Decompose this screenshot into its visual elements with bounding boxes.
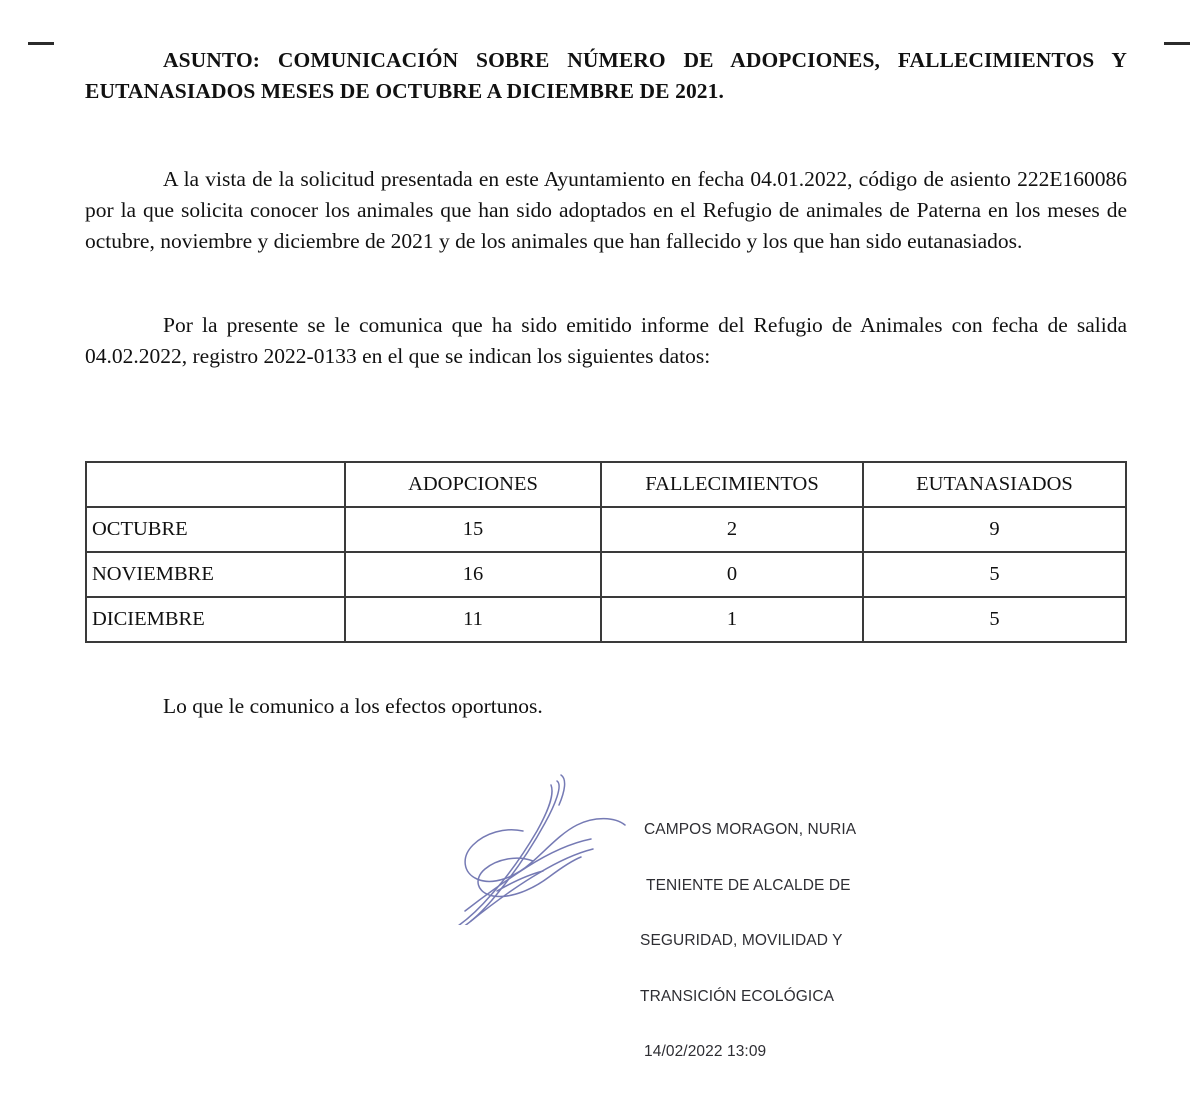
- table-cell-fallecimientos: 2: [601, 507, 863, 552]
- table-cell-fallecimientos: 1: [601, 597, 863, 642]
- signature-timestamp: 14/02/2022 13:09: [644, 1043, 767, 1060]
- statistics-table: [85, 461, 1127, 643]
- table-cell-adopciones: 16: [345, 552, 601, 597]
- table-header-adopciones: ADOPCIONES: [345, 462, 601, 507]
- statistics-table-wrapper: [85, 461, 1127, 643]
- table-cell-month: NOVIEMBRE: [86, 552, 345, 597]
- crop-mark-top-right-icon: [1164, 42, 1190, 45]
- table-cell-adopciones: 15: [345, 507, 601, 552]
- document-title: ASUNTO: COMUNICACIÓN SOBRE NÚMERO DE ADOPCIONES, FALLECIMIENTOS Y EUTANASIADOS MESES DE OCTUBRE A DICIEMBRE DE 2021.: [85, 48, 1127, 103]
- table-row: [86, 597, 1126, 642]
- signer-role-1: TENIENTE DE ALCALDE DE: [646, 876, 851, 894]
- crop-mark-top-left-icon: [28, 42, 54, 45]
- table-header-row: [86, 462, 1126, 507]
- paragraph-request-details: A la vista de la solicitud presentada en este Ayuntamiento en fecha 04.01.2022, código de asiento 222E160086 por la que solicita conocer los animales que han sido adoptados en el Refugio de animales de Paterna en los meses de octubre, noviembre y diciembre de 2021 y de los animales que han fallecido y los que han sido eutanasiados.: [85, 167, 1127, 253]
- table-header-fallecimientos: FALLECIMIENTOS: [601, 462, 863, 507]
- table-row: [86, 507, 1126, 552]
- table-corner-cell: [86, 462, 345, 507]
- table-row: [86, 552, 1126, 597]
- table-cell-eutanasiados: 5: [863, 552, 1126, 597]
- table-cell-eutanasiados: 5: [863, 597, 1126, 642]
- signer-role-2: SEGURIDAD, MOVILIDAD Y: [640, 932, 843, 949]
- table-cell-adopciones: 11: [345, 597, 601, 642]
- table-header-eutanasiados: EUTANASIADOS: [863, 462, 1126, 507]
- signature-details: [640, 784, 856, 1099]
- document-body: [85, 0, 1127, 722]
- table-cell-fallecimientos: 0: [601, 552, 863, 597]
- signature-block: [0, 760, 1200, 1060]
- signer-name: CAMPOS MORAGON, NURIA: [644, 821, 857, 838]
- paragraph-report-reference: Por la presente se le comunica que ha sido emitido informe del Refugio de Animales con fecha de salida 04.02.2022, registro 2022-0133 en el que se indican los siguientes datos:: [85, 313, 1127, 368]
- handwritten-signature-icon: [405, 765, 655, 925]
- closing-statement: Lo que le comunico a los efectos oportunos.: [163, 694, 543, 718]
- table-cell-eutanasiados: 9: [863, 507, 1126, 552]
- table-cell-month: DICIEMBRE: [86, 597, 345, 642]
- signer-role-3: TRANSICIÓN ECOLÓGICA: [640, 987, 835, 1005]
- table-cell-month: OCTUBRE: [86, 507, 345, 552]
